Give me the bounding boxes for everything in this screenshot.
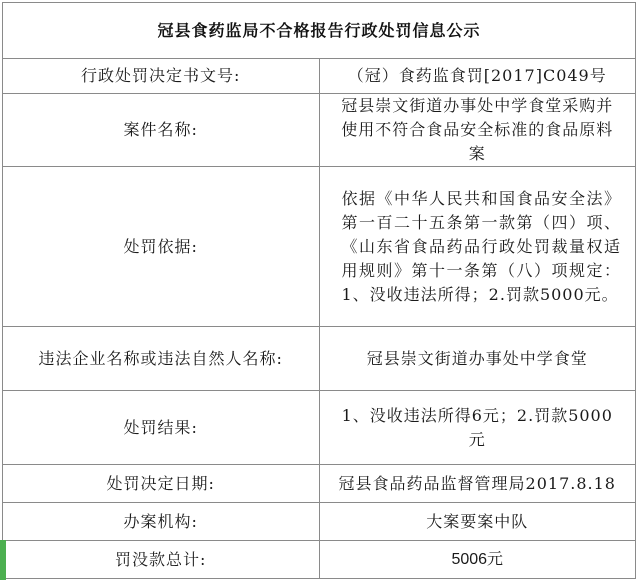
- row-value-offender-name: 冠县崇文街道办事处中学食堂: [319, 327, 636, 391]
- row-label-penalty-basis: 处罚依据:: [3, 167, 320, 327]
- table-row: [3, 327, 636, 391]
- row-label-total-amount: 罚没款总计:: [3, 541, 320, 579]
- row-label-penalty-result: 处罚结果:: [3, 391, 320, 465]
- table-row: [3, 465, 636, 503]
- row-label-offender-name: 违法企业名称或违法自然人名称:: [3, 327, 320, 391]
- table-row: [3, 541, 636, 579]
- row-label-document-number: 行政处罚决定书文号:: [3, 59, 320, 94]
- table-row: [3, 94, 636, 167]
- table-row: [3, 167, 636, 327]
- green-edge-marker: [0, 540, 6, 580]
- title-row: [3, 3, 636, 59]
- row-value-case-name: 冠县崇文街道办事处中学食堂采购并使用不符合食品安全标准的食品原料案: [319, 94, 636, 167]
- penalty-notice-table: [2, 2, 636, 579]
- table-row: [3, 503, 636, 541]
- row-value-penalty-result: 1、没收违法所得6元；2.罚款5000元: [319, 391, 636, 465]
- row-label-handling-agency: 办案机构:: [3, 503, 320, 541]
- row-value-document-number: （冠）食药监食罚[2017]C049号: [319, 59, 636, 94]
- row-label-decision-date: 处罚决定日期:: [3, 465, 320, 503]
- table-row: [3, 59, 636, 94]
- notice-title: 冠县食药监局不合格报告行政处罚信息公示: [3, 3, 636, 59]
- row-value-decision-date: 冠县食品药品监督管理局2017.8.18: [319, 465, 636, 503]
- table-row: [3, 391, 636, 465]
- row-value-total-amount: 5006元: [319, 541, 636, 579]
- row-value-handling-agency: 大案要案中队: [319, 503, 636, 541]
- row-label-case-name: 案件名称:: [3, 94, 320, 167]
- row-value-penalty-basis: 依据《中华人民共和国食品安全法》第一百二十五条第一款第（四）项、《山东省食品药品行政处罚裁量权适用规则》第十一条第（八）项规定：1、没收违法所得；2.罚款5000元。: [319, 167, 636, 327]
